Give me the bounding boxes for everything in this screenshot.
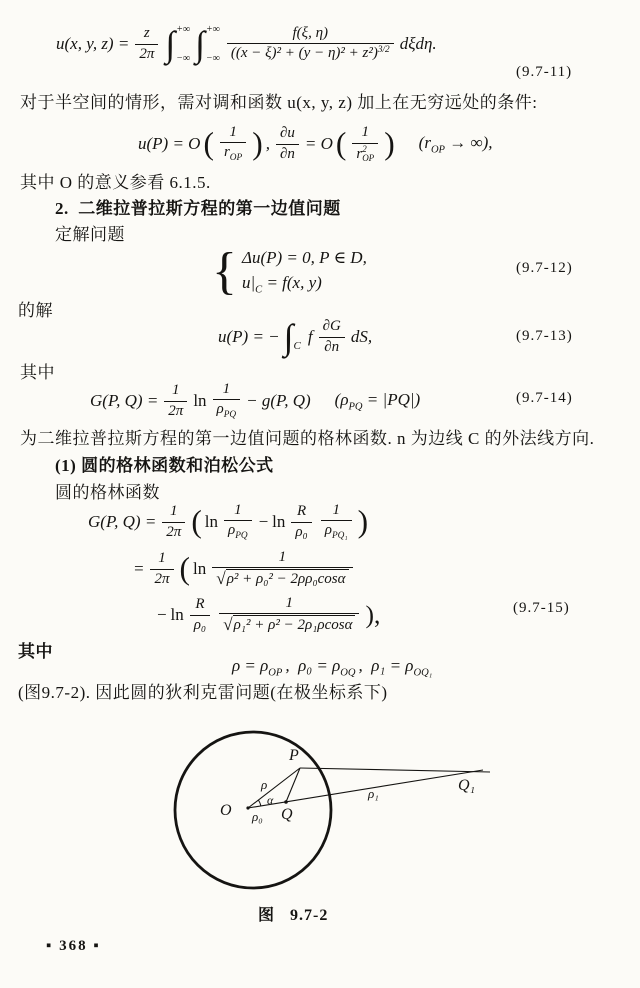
rho-def-1 <box>232 656 282 679</box>
eqinf-rop2 <box>352 144 378 164</box>
eq15-lhs: G(P, Q) = <box>88 512 157 531</box>
eqinf-dn: ∂n <box>279 145 295 162</box>
limit-top: +∞ <box>205 24 220 35</box>
rho-var: ρ <box>228 522 236 539</box>
eq11-den-base: ((x − ξ)² + (y − η)² + z²) <box>230 45 378 62</box>
fraction-1-2pi <box>150 550 173 588</box>
sup-sub-stack <box>362 145 374 164</box>
paragraph-solution: 的解 <box>18 301 53 320</box>
limit-bottom: −∞ <box>205 53 220 64</box>
integral-sign-inner <box>195 24 220 64</box>
eq15-sqrt1 <box>212 568 352 589</box>
segment-o-q1 <box>248 770 483 808</box>
ln-operator: ln <box>204 512 219 531</box>
equation-number-9-7-13: (9.7-13) <box>516 328 573 344</box>
eq15-fr-num: R <box>190 596 210 615</box>
eqinf-rop <box>220 143 246 164</box>
rho0-eq: , ρ₀ = ρ <box>285 655 341 675</box>
page-number: ▪ 368 ▪ <box>46 938 101 954</box>
paragraph-where-1: 其中 <box>20 363 55 382</box>
item-1-heading: (1) 圆的格林函数和泊松公式 <box>55 456 274 475</box>
fraction-dg-dn <box>319 318 345 356</box>
integral-glyph: ∫ <box>165 23 176 64</box>
sup-2: 2 <box>362 143 367 154</box>
eq11-lhs: u(x, y, z) = <box>56 34 130 53</box>
rho-def-3 <box>359 656 433 679</box>
eq15-coef-den: 2π <box>166 523 182 540</box>
figure-label-q: Q <box>281 806 293 823</box>
equation-number-9-7-15: (9.7-15) <box>513 600 570 616</box>
sub-oq1: OQ₁ <box>413 667 433 679</box>
sub-pq: PQ <box>235 531 248 542</box>
eqinf-comma: , <box>265 134 270 153</box>
tail-pre: (r <box>418 132 431 152</box>
case-line-1: Δu(P) = 0, P ∈ D, <box>241 248 367 268</box>
equation-9-7-11 <box>56 16 437 72</box>
equation-infinity-condition: u(P) = O ( $\frac{1}{r_{OP}}$ ) , $\frac{\partial u}{\partial n}$ = O ( 1 r 2 OP ) ($r_{OP}$ → ∞), <box>138 123 493 164</box>
eq15-fr-den: ρ₀ <box>295 523 308 540</box>
eqinf-one: 1 <box>352 124 378 143</box>
equation-number-9-7-12: (9.7-12) <box>516 260 573 276</box>
radical-sign: √ <box>216 569 226 588</box>
radicand-1: ρ² + ρ₀² − 2ρρ₀cosα <box>226 569 349 588</box>
paragraph-problem-def: 定解问题 <box>55 225 125 244</box>
eq11-den <box>227 44 394 62</box>
eq15-coef-num: 1 <box>162 503 185 522</box>
sub-pq: PQ <box>348 401 363 413</box>
figure-label-p: P <box>289 747 299 764</box>
eq15-rhopq <box>224 521 252 542</box>
point-q-dot <box>284 800 288 804</box>
eqinf-one: 1 <box>220 124 246 143</box>
eq15-fr-den: ρ₀ <box>193 616 207 633</box>
r-var: r <box>356 145 363 162</box>
figure-9-7-2-diagram <box>140 718 540 908</box>
figure-label-rho1: ρ₁ <box>368 786 379 801</box>
eq15-coef-num: 1 <box>150 550 173 569</box>
sub-op: OP <box>268 667 283 679</box>
integral-sub-c: C <box>293 340 301 353</box>
equation-9-7-15-line1: G(P, Q) = $\frac{1}{2\pi}$ ( ln $\frac{1}{\rho_{PQ}}$ − ln $\frac{R}{\text{ρ₀}}$ $\frac{1}{\rho_{PQ_1}}$ ) <box>88 501 369 542</box>
eq14-coef-den: 2π <box>168 402 184 419</box>
eq15-one: 1 <box>212 549 352 568</box>
eq13-tail: dS, <box>350 327 373 346</box>
integral-glyph: ∫ <box>283 316 294 357</box>
eq11-num: f(ξ, η) <box>227 25 394 44</box>
eq15-one: 1 <box>219 595 359 614</box>
minus-sign: − <box>156 605 168 624</box>
rho-eq: ρ = ρ <box>232 655 269 675</box>
figure-label-rho: ρ <box>261 777 268 792</box>
fraction-kernel <box>227 25 394 63</box>
eq15-sqrt2 <box>219 614 359 635</box>
fraction-1-rhopq1 <box>321 502 352 542</box>
sub-op: OP <box>430 144 445 156</box>
sub-pq1: PQ₁ <box>331 531 348 542</box>
eq13-den: ∂n <box>324 338 340 355</box>
eq11-den-exp: 3/2 <box>377 45 390 56</box>
contour-integral <box>283 316 304 357</box>
eq15-fr-num: R <box>291 503 311 522</box>
cases-brace: { <box>212 242 237 300</box>
limit-bottom: −∞ <box>176 53 191 64</box>
cond-post: = |PQ|) <box>362 389 421 409</box>
eq15-one: 1 <box>321 502 352 521</box>
integral-glyph: ∫ <box>195 23 205 64</box>
eq11-coef-num: z <box>135 25 158 44</box>
radical <box>223 615 355 635</box>
fraction-1-2pi <box>162 503 185 541</box>
eq15-rhopq1 <box>321 521 352 542</box>
radical-sign: √ <box>223 615 233 634</box>
figure-caption: 图 9.7-2 <box>258 907 329 924</box>
rho1-eq: , ρ₁ = ρ <box>358 655 414 675</box>
paragraph-green-desc: 为二维拉普拉斯方程的第一边值问题的格林函数. n 为边线 C 的外法线方向. <box>20 429 595 448</box>
sub-op: OP <box>362 153 375 164</box>
eq14-mid: − g(P, Q) <box>246 391 311 410</box>
paragraph-half-space: 对于半空间的情形，需对调和函数 u(x, y, z) 加上在无穷远处的条件: <box>20 93 538 112</box>
equals-sign: = <box>133 559 145 578</box>
tail-post: → ∞), <box>445 132 493 152</box>
segment-p-q1 <box>300 768 490 772</box>
ln-operator: ln <box>193 391 207 410</box>
rho-var: ρ <box>324 522 332 539</box>
fraction-1-sqrt1 <box>212 549 352 590</box>
fraction-z-2pi <box>135 25 158 63</box>
section-2-heading: 2. 二维拉普拉斯方程的第一边值问题 <box>55 199 341 218</box>
vertex-o-dot <box>246 806 249 809</box>
eq14-coef-num: 1 <box>164 382 187 401</box>
eq14-f-den <box>213 400 241 421</box>
eqinf-du: ∂u <box>276 125 299 144</box>
paragraph-o-meaning: 其中 O 的意义参看 6.1.5. <box>20 173 211 192</box>
eq13-integrand: f <box>307 327 313 346</box>
u-restricted: u| <box>241 273 256 293</box>
limit-top: +∞ <box>176 24 191 35</box>
fraction-du-dn <box>276 125 299 163</box>
fraction-1-sqrt2 <box>219 595 359 636</box>
r-var: r <box>223 144 230 161</box>
radical <box>216 569 348 589</box>
fraction-r-rho0 <box>190 596 210 634</box>
ln-operator: ln <box>170 605 184 624</box>
eq11-tail: dξdη. <box>399 34 437 53</box>
integral-limits <box>176 24 190 64</box>
sub-oq: OQ <box>340 667 356 679</box>
ln-operator: ln <box>192 559 207 578</box>
angle-arc <box>258 800 261 806</box>
eq11-coef-den: 2π <box>139 45 155 62</box>
eqinf-tail <box>419 133 493 156</box>
eq14-lhs: G(P, Q) = <box>90 391 159 410</box>
equation-number-9-7-14: (9.7-14) <box>516 390 573 406</box>
integral-limits <box>206 24 220 64</box>
equation-rho-definitions <box>232 653 432 681</box>
eqinf-eq-o: = O <box>304 134 333 153</box>
eqinf-lhs: u(P) = O <box>138 134 201 153</box>
paragraph-fig-reference: (图9.7-2). 因此圆的狄利克雷问题(在极坐标系下) <box>18 683 388 702</box>
rho-var: ρ <box>216 401 224 418</box>
eq13-num: ∂G <box>319 318 345 337</box>
fraction-1-2pi <box>164 382 187 420</box>
equation-9-7-15-line3: − ln $\frac{R}{\text{ρ₀}}$ 1 √ ρ₁² + ρ² − 2ρ₁ρcosα ), <box>156 594 381 634</box>
sub-op: OP <box>229 153 243 164</box>
equation-9-7-12 <box>212 244 367 300</box>
fraction-1-rhopq <box>213 381 241 421</box>
radicand-2: ρ₁² + ρ² − 2ρ₁ρcosα <box>233 615 356 634</box>
cond-pre: (ρ <box>334 389 349 409</box>
sub-c: C <box>255 284 263 296</box>
ln-operator: ln <box>272 512 286 531</box>
equation-number-9-7-11: (9.7-11) <box>516 64 573 80</box>
equation-9-7-15-line2: = $\frac{1}{2\pi}$ ( ln 1 √ ρ² + ρ₀² − 2ρρ₀cosα <box>133 546 356 592</box>
eq14-f-num: 1 <box>213 381 241 400</box>
eq13-lhs: u(P) = − <box>218 327 280 346</box>
eq15-coef-den: 2π <box>154 570 170 587</box>
fraction-1-rop <box>220 124 246 164</box>
figure-label-rho0: ρ₀ <box>252 809 263 824</box>
paragraph-where-2: 其中 <box>18 642 53 661</box>
case-line-2 <box>242 273 367 296</box>
cases-body <box>242 248 367 296</box>
fraction-1-rhopq <box>224 502 252 542</box>
integral-sign-outer <box>165 24 190 64</box>
eq14-condition <box>335 390 421 413</box>
rho-def-2 <box>285 656 355 679</box>
equals-f: = f(x, y) <box>262 273 322 293</box>
fraction-r-rho0 <box>291 503 311 541</box>
equation-9-7-14 <box>90 380 420 422</box>
minus-sign: − <box>257 512 270 531</box>
figure-label-q1: Q₁ <box>458 777 476 794</box>
fraction-1-rop2 <box>352 124 378 163</box>
paragraph-circle-green: 圆的格林函数 <box>55 483 160 502</box>
equation-9-7-13 <box>218 316 372 358</box>
eq15-one: 1 <box>224 502 252 521</box>
figure-label-o: O <box>220 802 232 819</box>
figure-label-alpha: α <box>267 793 274 807</box>
sub-pq: PQ <box>223 410 237 421</box>
